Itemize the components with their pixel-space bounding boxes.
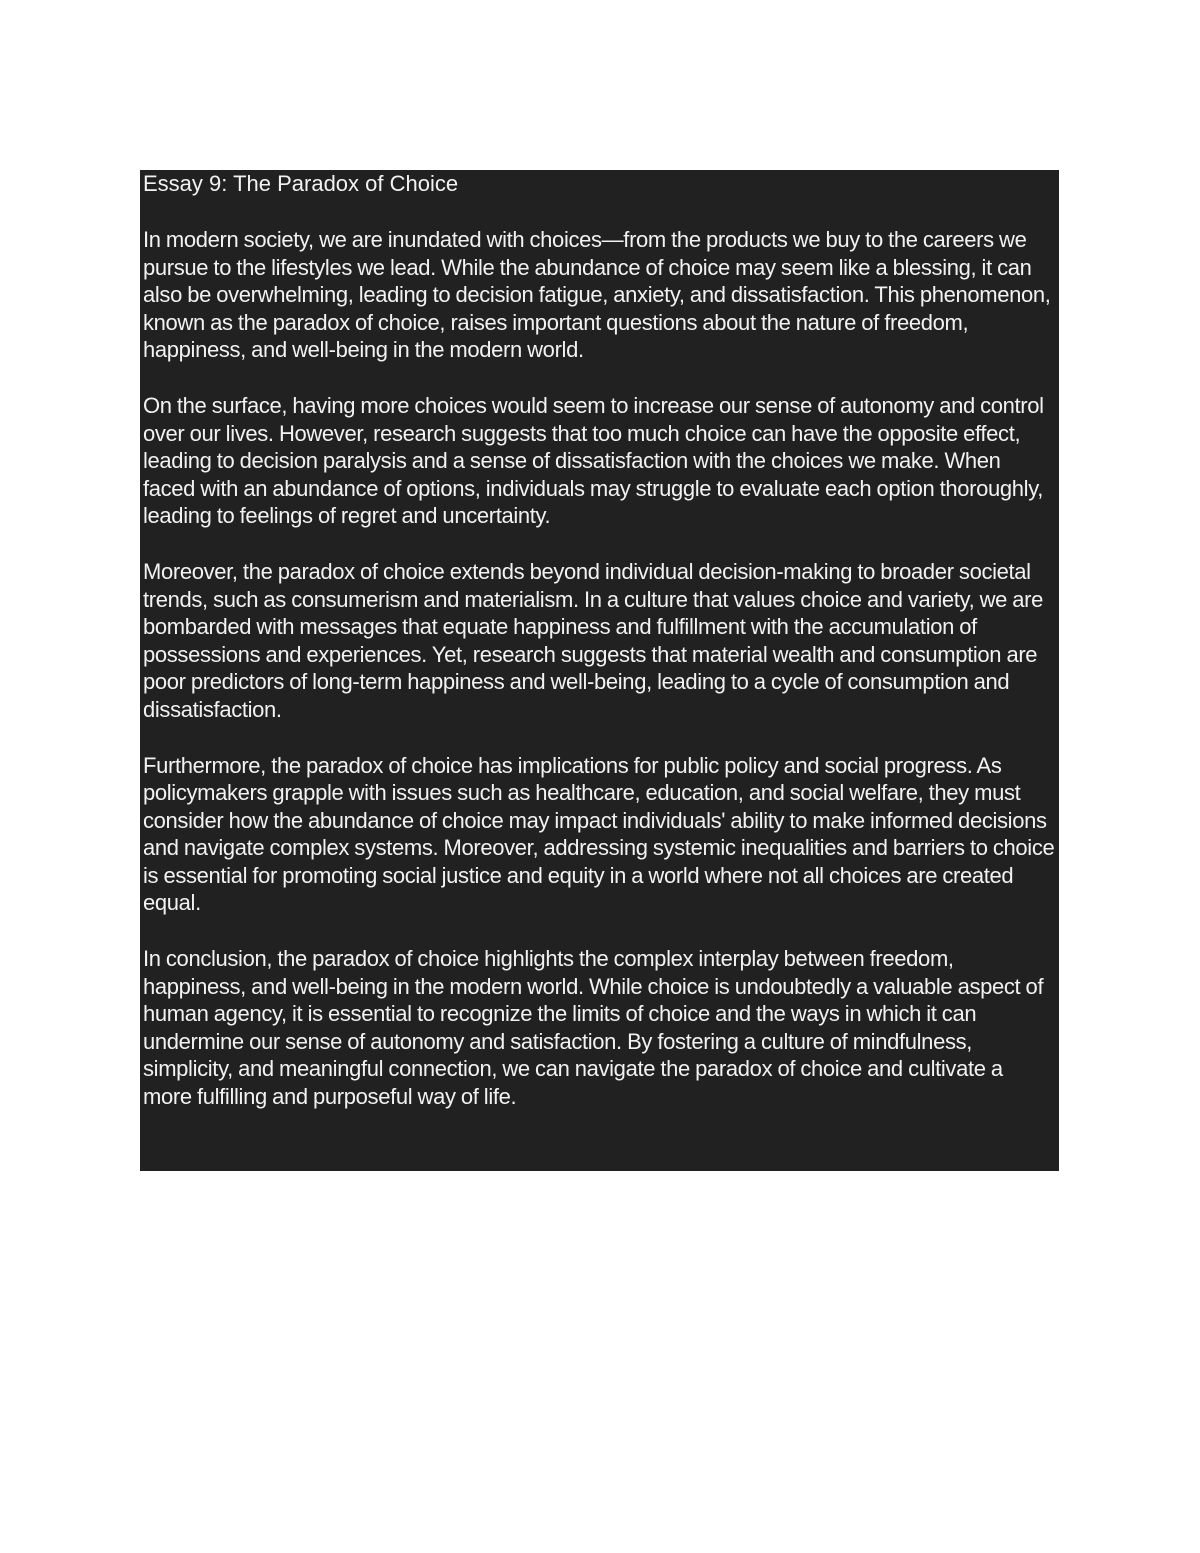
essay-title: Essay 9: The Paradox of Choice (143, 171, 459, 196)
essay-paragraph-5: In conclusion, the paradox of choice highlights the complex interplay between freedom, happiness, and well-being in the modern world. While choice is undoubtedly a valuable aspect of human agency, it is essential to recognize the limits of choice and the ways in which it can undermine our sense of autonomy and satisfaction. By fostering a culture of mindfulness, simplicity, and meaningful connection, we can navigate the paradox of choice and cultivate a more fulfilling and purposeful way of life. (143, 946, 1044, 1110)
essay-paragraph-1: In modern society, we are inundated with choices—from the products we buy to the careers we pursue to the lifestyles we lead. While the abundance of choice may seem like a blessing, it can also be overwhelming, leading to decision fatigue, anxiety, and dissatisfaction. This phenomenon, known as the paradox of choice, raises important questions about the nature of freedom, happiness, and well-being in the modern world. (143, 227, 1051, 363)
essay-paragraph-4: Furthermore, the paradox of choice has implications for public policy and social progress. As policymakers grapple with issues such as healthcare, education, and social welfare, they must consider how the abundance of choice may impact individuals' ability to make informed decisions and navigate complex systems. Moreover, addressing systemic inequalities and barriers to choice is essential for promoting social justice and equity in a world where not all choices are created equal. (143, 752, 1055, 916)
essay-paragraph-2: On the surface, having more choices would seem to increase our sense of autonomy and control over our lives. However, research suggests that too much choice can have the opposite effect, leading to decision paralysis and a sense of dissatisfaction with the choices we make. When faced with an abundance of options, individuals may struggle to evaluate each option thoroughly, leading to feelings of regret and uncertainty. (143, 392, 1044, 529)
essay-text-box (140, 170, 1059, 1171)
essay-paragraph-3: Moreover, the paradox of choice extends beyond individual decision-making to broader societal trends, such as consumerism and materialism. In a culture that values choice and variety, we are bombarded with messages that equate happiness and fulfillment with the accumulation of possessions and experiences. Yet, research suggests that material wealth and consumption are poor predictors of long-term happiness and well-being, leading to a cycle of consumption and dissatisfaction. (143, 558, 1044, 722)
